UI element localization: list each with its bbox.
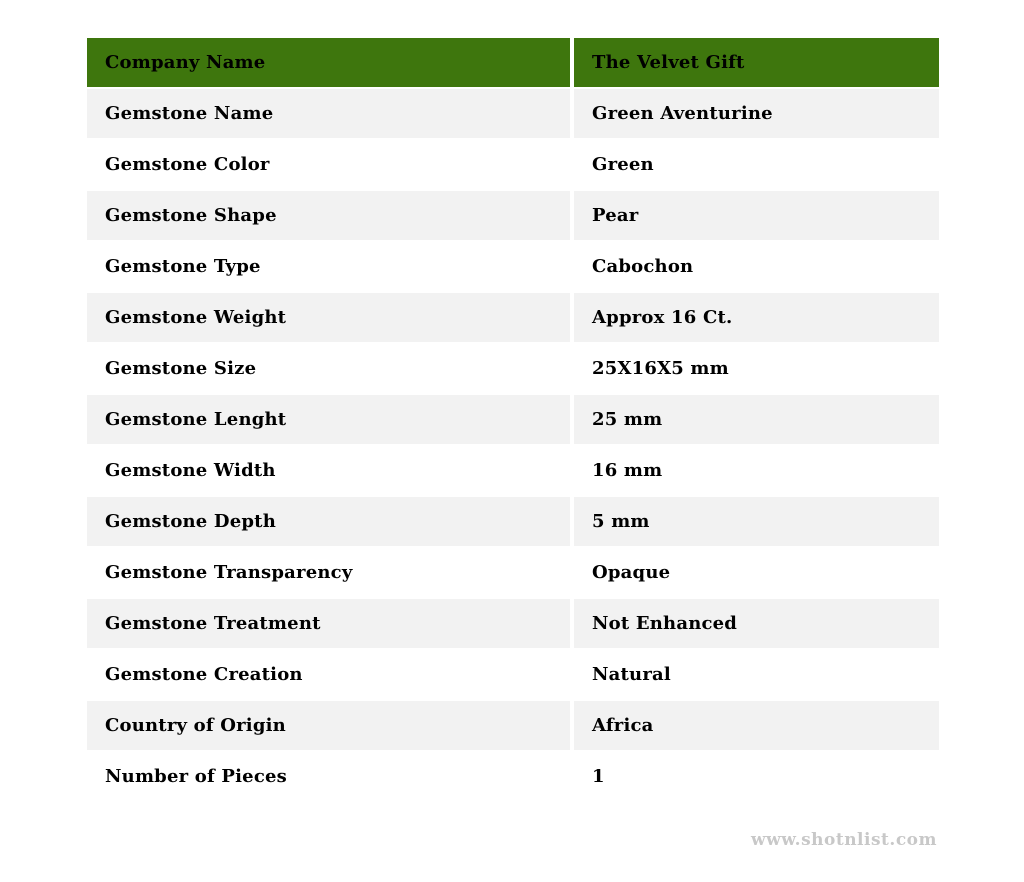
table-row [87,395,939,444]
table-row [87,446,939,495]
row-label-cell: Gemstone Lenght [87,395,570,444]
row-value-cell: Africa [574,701,939,750]
table-row [87,701,939,750]
row-value-cell: Approx 16 Ct. [574,293,939,342]
row-label-cell: Gemstone Creation [87,650,570,699]
row-label-cell: Gemstone Width [87,446,570,495]
row-label-cell: Gemstone Name [87,89,570,138]
watermark-text: www.shotnlist.com [750,830,937,850]
row-label-cell: Gemstone Type [87,242,570,291]
row-value-cell: Not Enhanced [574,599,939,648]
row-label-cell: Gemstone Size [87,344,570,393]
row-label-cell: Country of Origin [87,701,570,750]
table-header-row [87,38,939,87]
table-row [87,497,939,546]
table-row [87,650,939,699]
table-row [87,344,939,393]
row-label-cell: Gemstone Shape [87,191,570,240]
table-row [87,242,939,291]
table-row [87,293,939,342]
row-label-cell: Number of Pieces [87,752,570,801]
header-label-cell: Company Name [87,38,570,87]
row-value-cell: Cabochon [574,242,939,291]
table-row [87,548,939,597]
row-label-cell: Gemstone Transparency [87,548,570,597]
row-value-cell: Green Aventurine [574,89,939,138]
row-value-cell: 25X16X5 mm [574,344,939,393]
row-value-cell: 16 mm [574,446,939,495]
table-row [87,191,939,240]
header-value-cell: The Velvet Gift [574,38,939,87]
row-value-cell: Pear [574,191,939,240]
row-label-cell: Gemstone Depth [87,497,570,546]
row-label-cell: Gemstone Treatment [87,599,570,648]
row-value-cell: 25 mm [574,395,939,444]
row-value-cell: 1 [574,752,939,801]
row-value-cell: Opaque [574,548,939,597]
table-row [87,140,939,189]
table-row [87,752,939,801]
row-value-cell: 5 mm [574,497,939,546]
row-value-cell: Green [574,140,939,189]
row-value-cell: Natural [574,650,939,699]
gemstone-spec-table [87,38,939,803]
row-label-cell: Gemstone Weight [87,293,570,342]
table-row [87,89,939,138]
table-row [87,599,939,648]
row-label-cell: Gemstone Color [87,140,570,189]
